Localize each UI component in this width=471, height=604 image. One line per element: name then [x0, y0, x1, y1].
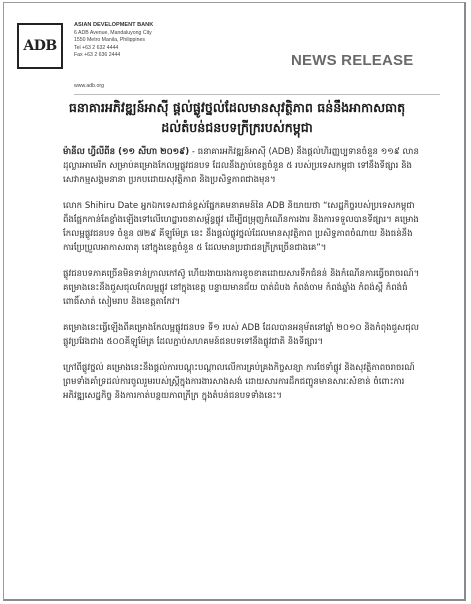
news-release-heading: NEWS RELEASE [291, 52, 414, 69]
document-title: ធនាគារអភិវឌ្ឍន៍អាស៊ី ផ្ដល់ផ្លូវថ្នល់ដែលមានសុវត្ថិភាព ធន់នឹងអាកាសធាតុ ដល់តំបន់ជនបទក្រីក្ររបស់កម្ពុជា [68, 100, 406, 135]
address-block [74, 22, 153, 60]
paragraph-1 [63, 145, 423, 187]
document-body [63, 145, 423, 415]
document-page [3, 2, 466, 601]
paragraph-5: ក្រៅពីផ្លូវថ្នល់ គម្រោងនេះនឹងផ្ដល់ការបណ្ដុះបណ្ដាលលើការគ្រប់គ្រងកិច្ចសន្យា ការថែទាំផ្លូវ និងសុវត្ថិភាពចរាចរណ៍ ព្រមទាំងគាំទ្រដល់ការចូលរួមរបស់ស្ត្រីក្នុងការងារសាងសង់ ដោយសារការដឹកជញ្ជូនមានសារៈសំខាន់ ចំពោះការអភិវឌ្ឍសេដ្ឋកិច្ច និងការកាត់បន្ថយភាពក្រីក្រ ក្នុងតំបន់ជនបទទាំងនេះ។ [63, 363, 415, 401]
paragraph-2: លោក Shihiru Date អ្នកឯកទេសជាន់ខ្ពស់ផ្នែកគមនាគមន៍នៃ ADB និយាយថា “សេដ្ឋកិច្ចរបស់ប្រទេសកម្ពុជា ពឹងផ្អែកកាន់តែខ្លាំងឡើងទៅលើហេដ្ឋារចនាសម្ព័ន្ធផ្លូវ ដើម្បីជម្រុញកំណើនការងារ និងការទទួលបានទីផ្សារ។ គម្រោងកែលម្អផ្លូវជនបទ ចំនួន ៧២៩ គីឡូម៉ែត្រ នេះ នឹងផ្ដល់ផ្លូវថ្នល់ដែលមានសុវត្ថិភាព ប្រសិទ្ធភាពចំណាយ និងធន់នឹងការប្រែប្រួលអាកាសធាតុ នៅក្នុងខេត្តចំនួន ៥ ដែលមានប្រជាជនក្រីក្រច្រើនជាងគេ”។ [63, 201, 419, 253]
dateline: ម៉ានីល ហ្វីលីពីន (១១ សីហា ២០១៩) [63, 147, 190, 157]
bank-name: ASIAN DEVELOPMENT BANK [74, 22, 154, 28]
address-line-1: 6 ADB Avenue, Mandaluyong City [74, 29, 152, 36]
fax-number: Fax +63 2 636 2444 [74, 52, 121, 59]
adb-logo [17, 23, 63, 69]
header-divider [74, 94, 440, 95]
paragraph-4: គម្រោងនេះធ្វើឡើងពីគម្រោងកែលម្អផ្លូវជនបទ ទី១ របស់ ADB ដែលបានអនុម័តនៅឆ្នាំ ២០១០ និងកំពុងជួសជុលផ្លូវប្រវែងជាង ៥០០គីឡូម៉ែត្រ ដែលភ្ជាប់សហគមន៍ជនបទទៅនឹងផ្លូវជាតិ និងទីផ្សារ។ [63, 323, 419, 347]
website-url: www.adb.org [74, 83, 104, 89]
address-line-2: 1550 Metro Manila, Philippines [74, 37, 145, 44]
paragraph-3: ផ្លូវជនបទភាគច្រើនមិនទាន់ក្រាលកៅស៊ូ ហើយងាយរងការខូចខាតដោយសារទឹកជំនន់ និងកំណើនការធ្វើចរាចរណ៍។ គម្រោងនេះនឹងជួសជុលកែលម្អផ្លូវ នៅក្នុងខេត្ត បន្ទាយមានជ័យ បាត់ដំបង កំពង់ចាម កំពង់ឆ្នាំង កំពង់ស្ពឺ កំពង់ធំ ពោធិ៍សាត់ សៀមរាប និងខេត្តតាកែវ។ [63, 269, 420, 307]
paragraph-1-text: - ធនាគារអភិវឌ្ឍន៍អាស៊ី (ADB) នឹងផ្ដល់ហិរញ្ញប្បទានចំនួន ១១៩ លានដុល្លារអាមេរិក សម្រាប់គម្រោងកែលម្អផ្លូវជនបទ ដែលនឹងភ្ជាប់ខេត្តចំនួន ៥ របស់ប្រទេសកម្ពុជា ទៅនឹងទីផ្សារ និងសេវាកម្មសង្គមនានា ប្រកបដោយសុវត្ថិភាព និងប្រសិទ្ធភាពជាងមុន។ [63, 147, 419, 185]
phone-number: Tel +63 2 632 4444 [74, 44, 119, 51]
logo-text: ADB [23, 38, 57, 54]
